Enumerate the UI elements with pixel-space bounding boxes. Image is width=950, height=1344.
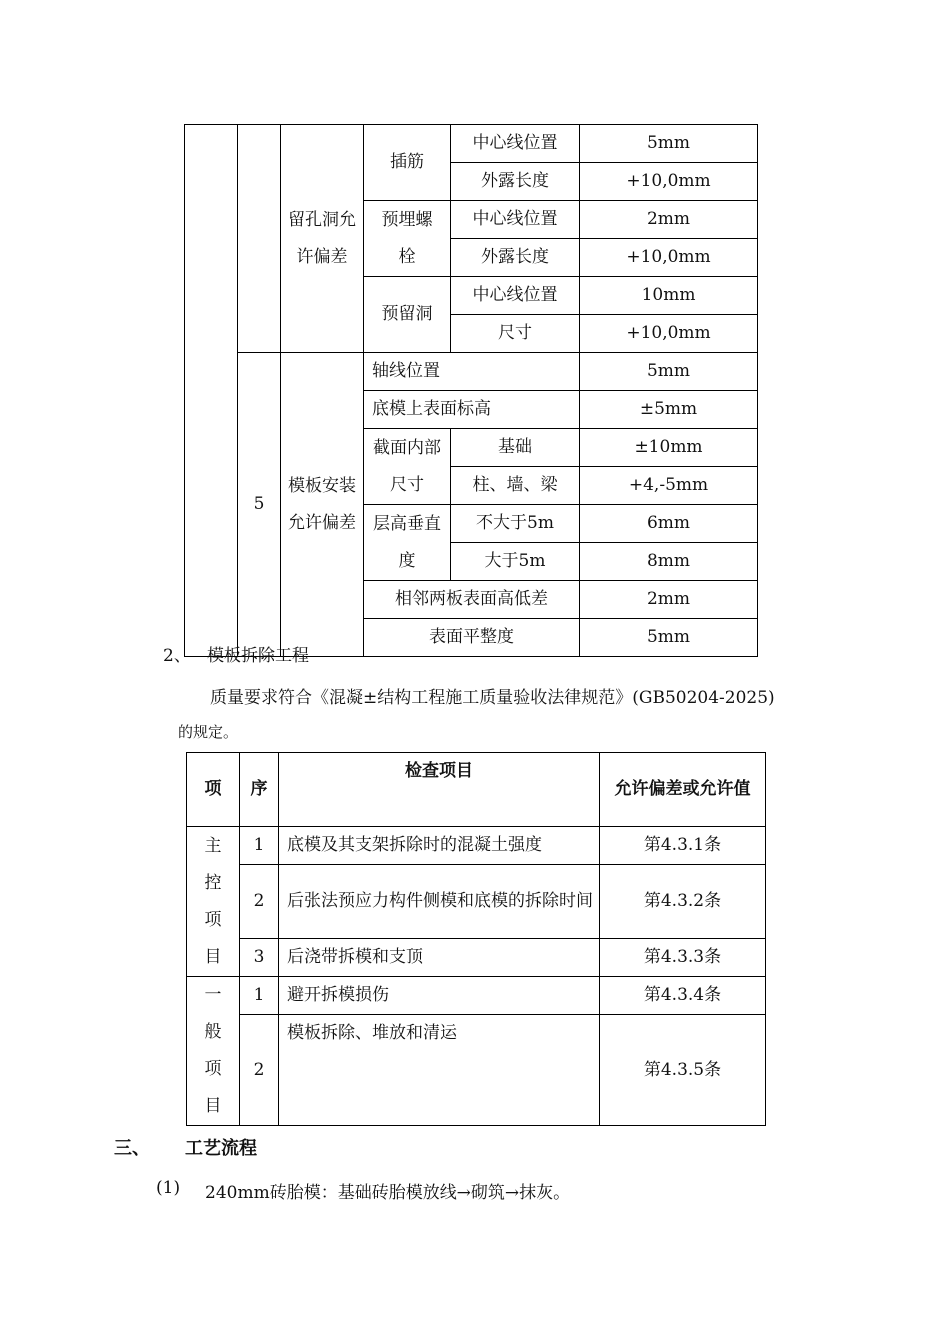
- table-cell: 表面平整度: [364, 619, 580, 657]
- table-cell: +10,0mm: [580, 163, 758, 201]
- table-cell: 尺寸: [451, 315, 580, 353]
- section-label: 截面内部尺寸: [364, 429, 451, 505]
- table-cell: 底模及其支架拆除时的混凝土强度: [279, 827, 600, 865]
- table-cell: +10,0mm: [580, 315, 758, 353]
- list-item-number: (1): [156, 1178, 181, 1198]
- table-cell: 外露长度: [451, 239, 580, 277]
- table-cell: +4,-5mm: [580, 467, 758, 505]
- paragraph-continuation: 的规定。: [178, 723, 239, 741]
- table-cell: 5mm: [580, 619, 758, 657]
- table-cell: 8mm: [580, 543, 758, 581]
- section-number: 三、: [114, 1138, 150, 1159]
- main-items-label: 主控项目: [187, 827, 240, 977]
- section-title: 工艺流程: [185, 1138, 257, 1159]
- table-cell: 第4.3.3条: [600, 939, 766, 977]
- removal-table: [186, 752, 766, 1126]
- table-cell: 基础: [451, 429, 580, 467]
- table-cell: 中心线位置: [451, 277, 580, 315]
- table-cell: 底模上表面标高: [364, 391, 580, 429]
- table-cell: ±10mm: [580, 429, 758, 467]
- table-cell: 中心线位置: [451, 201, 580, 239]
- table-cell: 模板拆除、堆放和清运: [279, 1015, 600, 1126]
- table-cell: 中心线位置: [451, 125, 580, 163]
- table-cell: 1: [240, 827, 279, 865]
- table-cell: ±5mm: [580, 391, 758, 429]
- holes-label: 留孔洞允许偏差: [281, 125, 364, 353]
- table-cell: 第4.3.4条: [600, 977, 766, 1015]
- rebar-label: 插筋: [364, 125, 451, 201]
- table-cell-empty: [238, 125, 281, 353]
- table-cell: 第4.3.5条: [600, 1015, 766, 1126]
- table-cell: 5mm: [580, 353, 758, 391]
- table-cell: 10mm: [580, 277, 758, 315]
- table-cell: 相邻两板表面高低差: [364, 581, 580, 619]
- paragraph: 质量要求符合《混凝±结构工程施工质量验收法律规范》(GB50204-2025): [210, 688, 775, 708]
- table-cell: +10,0mm: [580, 239, 758, 277]
- vertical-label: 层高垂直度: [364, 505, 451, 581]
- table-cell: 不大于5m: [451, 505, 580, 543]
- section-title: 模板拆除工程: [207, 646, 309, 666]
- table-cell: 2: [240, 1015, 279, 1126]
- table-cell: 6mm: [580, 505, 758, 543]
- table-cell: 3: [240, 939, 279, 977]
- table-cell: 2mm: [580, 201, 758, 239]
- table-cell: 1: [240, 977, 279, 1015]
- table-cell: 避开拆模损伤: [279, 977, 600, 1015]
- list-item: 240mm砖胎模：基础砖胎模放线→砌筑→抹灰。: [205, 1183, 571, 1203]
- header-item: 项: [187, 753, 240, 827]
- table-cell: 5mm: [580, 125, 758, 163]
- table-cell: 后浇带拆模和支顶: [279, 939, 600, 977]
- table-cell: 第4.3.1条: [600, 827, 766, 865]
- table-cell: 大于5m: [451, 543, 580, 581]
- table-cell: 第4.3.2条: [600, 865, 766, 939]
- table-cell: 后张法预应力构件侧模和底模的拆除时间: [279, 865, 600, 939]
- form-label: 模板安装允许偏差: [281, 353, 364, 657]
- form-number: 5: [238, 353, 281, 657]
- table-cell: 轴线位置: [364, 353, 580, 391]
- bolt-label: 预埋螺栓: [364, 201, 451, 277]
- section-number: 2、: [163, 646, 191, 666]
- tolerance-table: [184, 124, 758, 657]
- header-check: 检查项目: [279, 753, 600, 827]
- table-cell: 柱、墙、梁: [451, 467, 580, 505]
- table-cell: 2: [240, 865, 279, 939]
- header-seq: 序: [240, 753, 279, 827]
- general-items-label: 一般项目: [187, 977, 240, 1126]
- hole-label: 预留洞: [364, 277, 451, 353]
- table-cell: 2mm: [580, 581, 758, 619]
- table-cell-empty: [185, 125, 238, 657]
- table-cell: 外露长度: [451, 163, 580, 201]
- header-tolerance: 允许偏差或允许值: [600, 753, 766, 827]
